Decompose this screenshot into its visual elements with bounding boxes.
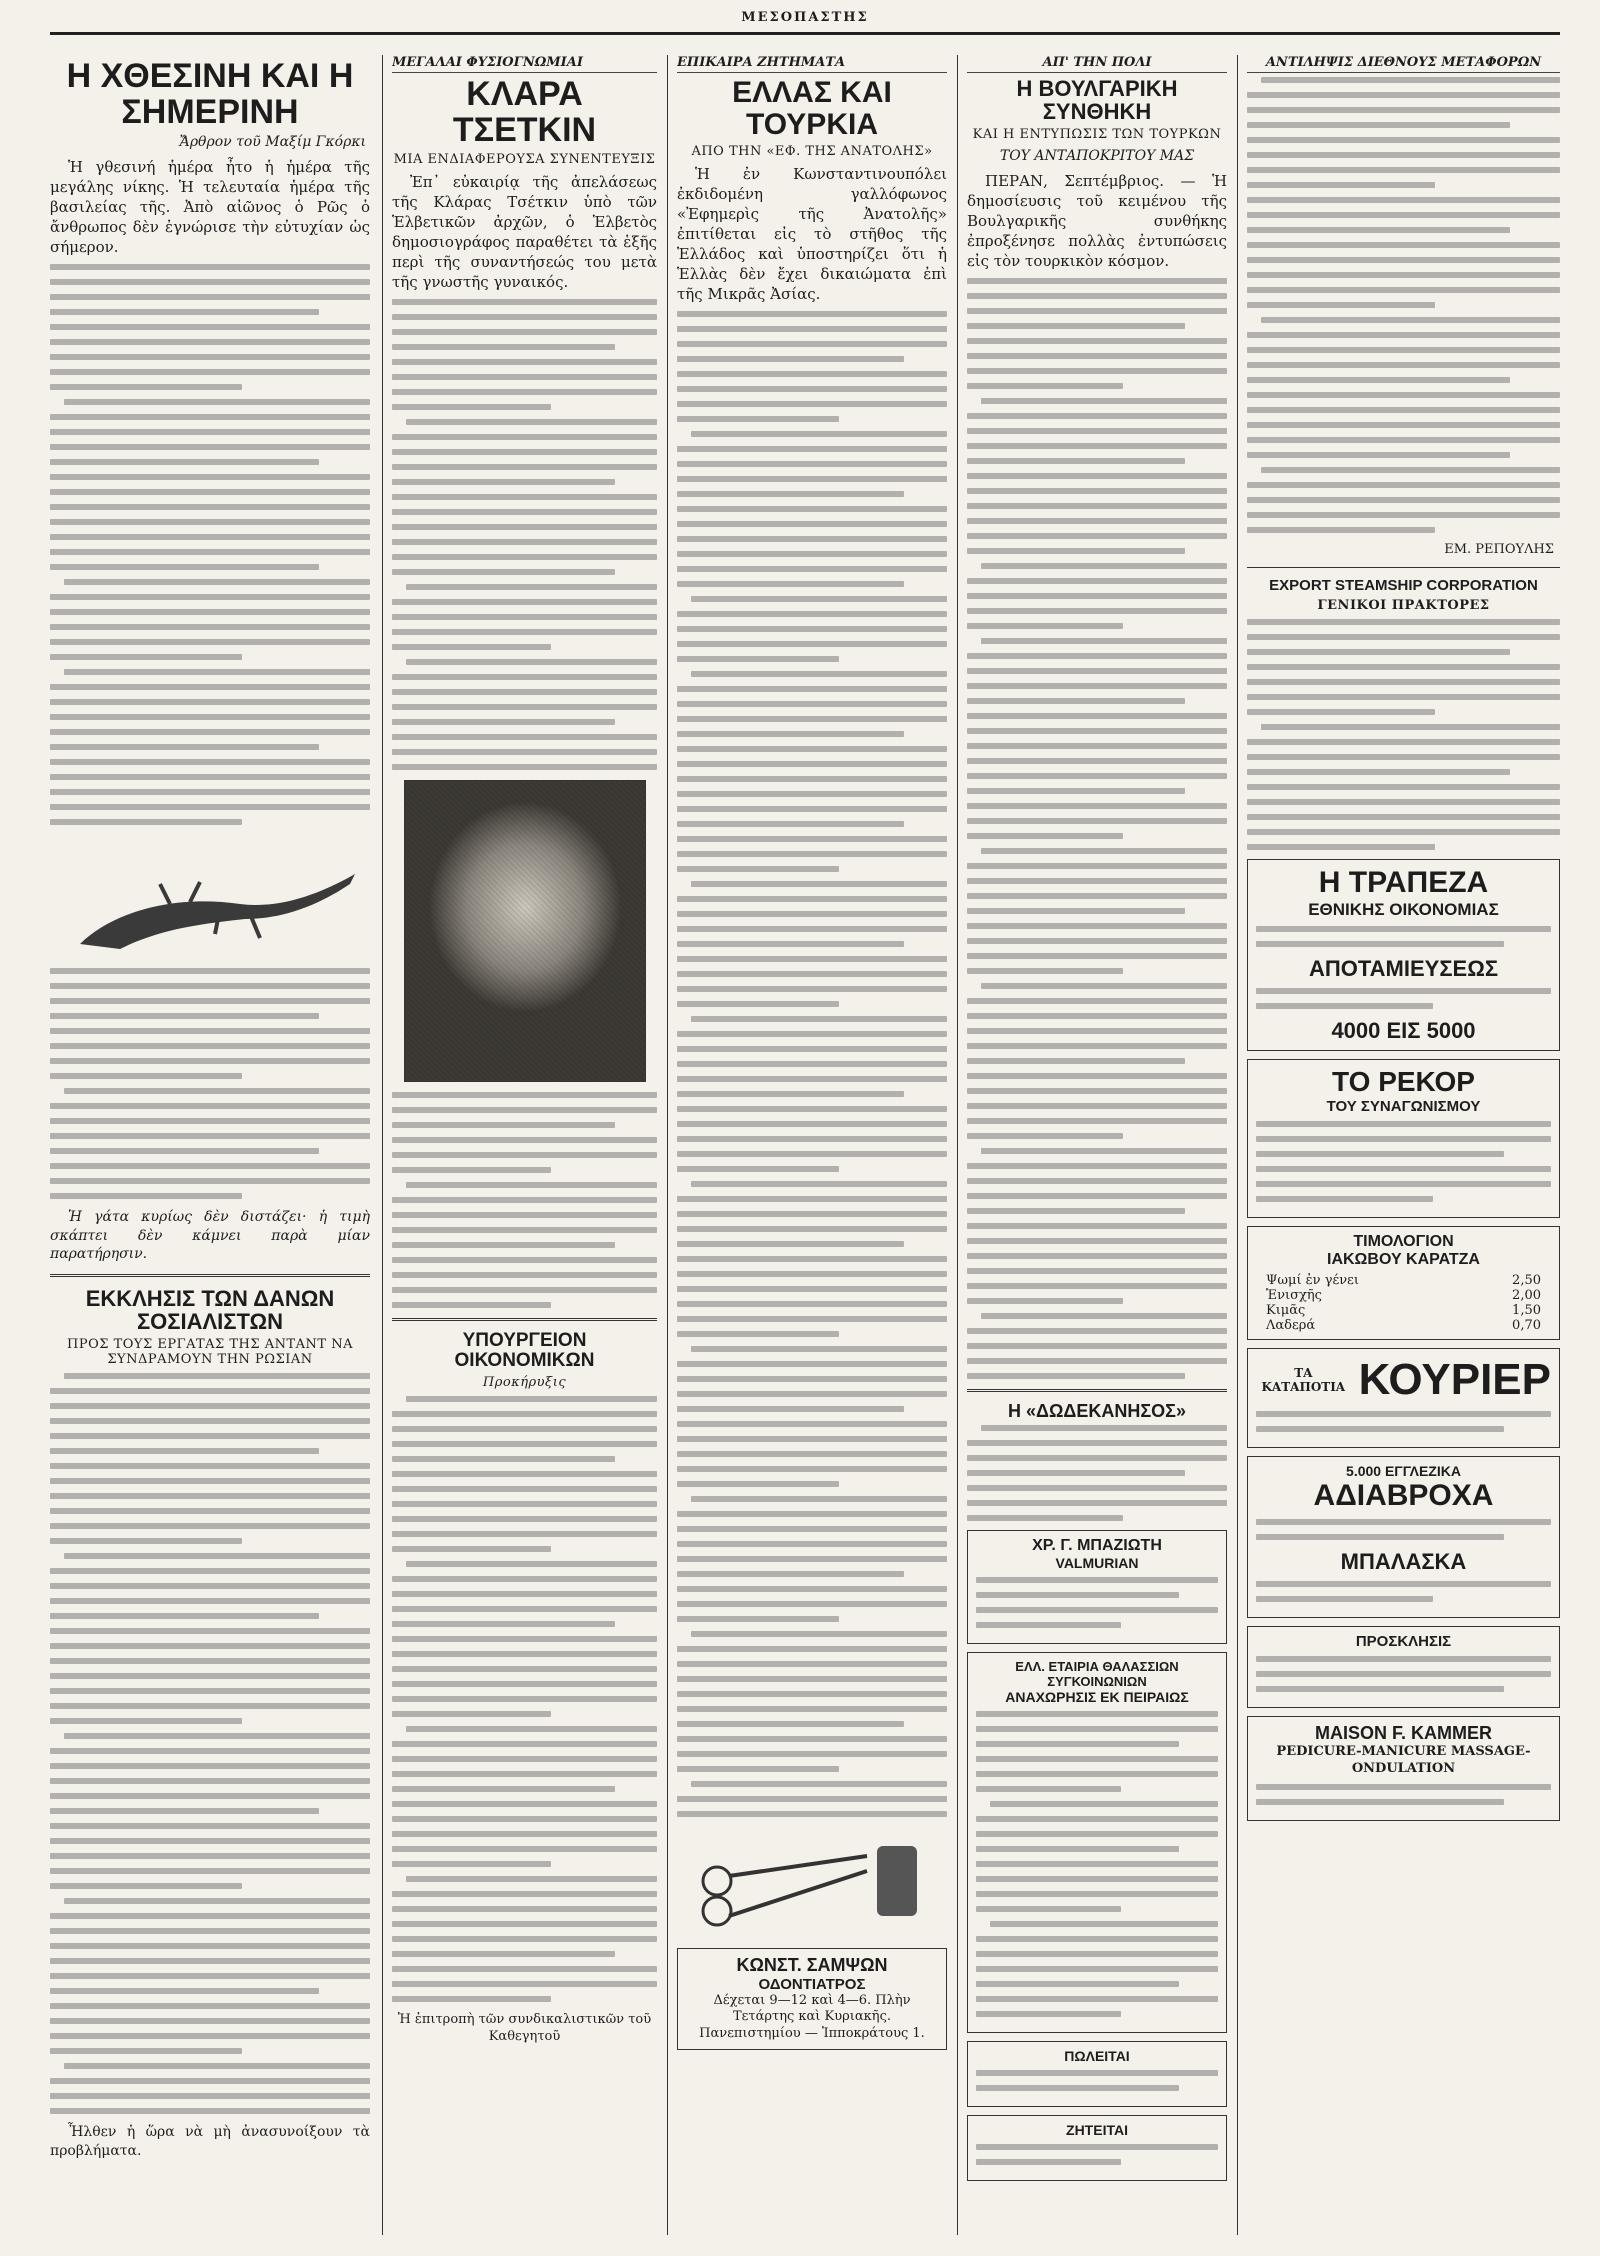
dentist-title: ΟΔΟΝΤΙΑΤΡΟΣ [758,1975,866,1993]
raincoat-ad [1247,1456,1560,1618]
article-body [967,278,1227,1379]
bank-ad [1247,859,1560,1051]
invitation-ad [1247,1626,1560,1708]
export-ad-body [1247,619,1560,850]
section-divider [50,1274,370,1277]
dentist-name: ΚΩΝΣΤ. ΣΑΜΨΩΝ [736,1954,888,1975]
maison-ad [1247,1716,1560,1821]
column-3 [677,55,947,2235]
column-4 [967,55,1227,2235]
closing-note: Ἡ ἐπιτροπὴ τῶν συνδικαλιστικῶν τοῦ Καθεγητοῦ [397,2011,652,2045]
article-headline: ΕΛΛΑΣ ΚΑΙ ΤΟΥΡΚΙΑ [732,76,892,141]
kourier-brand: ΚΟΥΡΙΕΡ [1358,1354,1551,1404]
export-ad-sub: ΓΕΝΙΚΟΙ ΠΡΑΚΤΟΡΕΣ [1317,597,1490,613]
masthead-name: ΜΕΣΟΠΑΣΤΗΣ [741,10,869,25]
bank-savings: ΑΠΟΤΑΜΙΕΥΣΕΩΣ [1308,955,1499,981]
shipping-company: ΕΛΛ. ΕΤΑΙΡΙΑ ΘΑΛΑΣΣΙΩΝ ΣΥΓΚΟΙΝΩΝΙΩΝ [1015,1658,1179,1689]
invitation-title: ΠΡΟΣΚΛΗΣΙΣ [1355,1632,1452,1650]
article-lead: Ἐπ᾽ εὐκαιρίᾳ τῆς ἀπελάσεως τῆς Κλάρας Τσέτκιν ὑπὸ τῶν Ἑλβετικῶν ἀρχῶν, ὁ Ἑλβετὸς δημοσιογράφος παραθέτει τὰ ἑξῆς περὶ τῆς συναντήσεώς του μετὰ τῆς γνωστῆς γυναικός. [392,173,657,292]
column-5 [1247,55,1560,2235]
article-body-continued [392,1092,657,1308]
article-byline: Ἄρθρον τοῦ Μαξίμ Γκόρκι [179,134,366,151]
article-lead: Ἡ γθεσινή ἡμέρα ἦτο ἡ ἡμέρα τῆς μεγάλης νίκης. Ἡ τελευταία ἡμέρα τῆς βασιλείας τῆς. Ἀπὸ αἰῶνος ὁ Ρῶς ὁ ἄνθρωπος δὲν ἐγνώρισε τὴν εὐτυχίαν ὡς σήμερον. [50,158,370,257]
maison-services: PEDICURE-MANICURE MASSAGE-ONDULATION [1276,1743,1531,1776]
article-lead: Ἡ ἐν Κωνσταντινουπόλει ἐκδιδομένη γαλλόφωνος «Ἐφημερὶς τῆς Ἀνατολῆς» ἐπιτίθεται εἰς τὸ στῆθος τῆς Ἑλλάδος καὶ ὑποστηρίζει ὅτι ἡ Ἑλλὰς δὲν ἔχει δικαιώματα ἐπὶ τῆς Μικρᾶς Ἀσίας. [677,165,947,303]
bank-rate: 4000 ΕΙΣ 5000 [1331,1017,1476,1043]
section-body [967,1425,1227,1521]
masthead [50,10,1560,35]
section-kicker: ΜΕΓΑΛΑΙ ΦΥΣΙΟΓΝΩΜΙΑΙ [392,55,657,73]
caption: Ἡ γάτα κυρίως δὲν διστάζει· ἡ τιμὴ σκάπτει δὲν κάμνει παρὰ μίαν παρατήρησιν. [50,1209,370,1263]
bank-title: Η ΤΡΑΠΕΖΑ [1318,865,1489,899]
section-kicker: ΑΠ' ΤΗΝ ΠΟΛΙ [967,55,1227,73]
column-rule [1237,55,1238,2235]
column-2 [392,55,657,2235]
bank-subtitle: ΕΘΝΙΚΗΣ ΟΙΚΟΝΟΜΙΑΣ [1308,899,1499,919]
price-row: Ψωμί ἐν γένει 2,50 [1266,1272,1541,1288]
for-sale-ad [967,2041,1227,2107]
valmurian-brand: VALMURIAN [1055,1554,1139,1571]
section-kicker: ΕΠΙΚΑΙΡΑ ΖΗΤΗΜΑΤΑ [677,55,947,73]
column-rule [957,55,958,2235]
record-title: ΤΟ ΡΕΚΟΡ [1332,1065,1475,1097]
article-subhead: ΑΠΟ ΤΗΝ «ΕΦ. ΤΗΣ ΑΝΑΤΟΛΗΣ» [691,144,933,159]
dentist-hours: Δέχεται 9—12 καὶ 4—6. Πλὴν Τετάρτης καὶ Κυριακῆς. Πανεπιστημίου — Ἱπποκράτους 1. [699,1992,925,2042]
shipping-ad [967,1652,1227,2033]
article-footer: Ἦλθεν ἡ ὥρα νὰ μὴ ἀνασυνοίξουν τὰ προβλήματα. [50,2124,370,2159]
raincoat-title: ΑΔΙΑΒΡΟΧΑ [1313,1478,1494,1512]
lizard-illustration [50,834,370,964]
scissors-illustration [677,1826,947,1936]
section-divider [967,1389,1227,1392]
price-row: Λαδερά 0,70 [1266,1317,1541,1333]
section-divider [1247,567,1560,568]
kourier-ad [1247,1348,1560,1448]
column-1 [50,55,370,2235]
valmurian-vendor: ΧΡ. Γ. ΜΠΑΖΙΩΤΗ [1032,1536,1162,1554]
article-subhead: ΚΑΙ Η ΕΝΤΥΠΩΣΙΣ ΤΩΝ ΤΟΥΡΚΩΝ [972,127,1222,143]
section-kicker: ΑΝΤΙΛΗΨΙΣ ΔΙΕΘΝΟΥΣ ΜΕΤΑΦΟΡΩΝ [1247,55,1560,73]
notice-body [1247,77,1560,533]
price-list-title: ΤΙΜΟΛΟΓΙΟΝ [1353,1232,1454,1250]
price-list-ad [1247,1226,1560,1340]
notice-signature: ΕΜ. ΡΕΠΟΥΛΗΣ [1444,542,1554,557]
section-body [392,1396,657,2002]
article-byline: ΤΟΥ ΑΝΤΑΠΟΚΡΙΤΟΥ ΜΑΣ [999,148,1195,165]
article-body [392,299,657,770]
valmurian-ad [967,1530,1227,1644]
article-body-continued [50,968,370,1199]
article-body [677,311,947,1817]
for-sale-title: ΠΩΛΕΙΤΑΙ [1064,2047,1130,2064]
article-subhead: ΜΙΑ ΕΝΔΙΑΦΕΡΟΥΣΑ ΣΥΝΕΝΤΕΥΞΙΣ [393,152,656,168]
price-row: Κιμᾶς 1,50 [1266,1302,1541,1318]
wanted-ad [967,2115,1227,2181]
shipping-sub: ΑΝΑΧΩΡΗΣΙΣ ΕΚ ΠΕΙΡΑΙΩΣ [1005,1688,1189,1705]
section-headline: ΥΠΟΥΡΓΕΙΟΝ ΟΙΚΟΝΟΜΙΚΩΝ [454,1330,595,1371]
article-headline: Η ΒΟΥΛΓΑΡΙΚΗ ΣΥΝΘΗΚΗ [1016,76,1178,125]
record-ad [1247,1059,1560,1218]
raincoat-prefix: 5.000 ΕΓΓΛΕΖΙΚΑ [1346,1462,1461,1479]
article-headline: Η ΧΘΕΣΙΝΗ ΚΑΙ Η ΣΗΜΕΡΙΝΗ [66,57,354,131]
section-divider [392,1318,657,1321]
wanted-title: ΖΗΤΕΙΤΑΙ [1066,2121,1128,2138]
maison-title: MAISON F. KAMMER [1315,1722,1492,1743]
article-body [50,264,370,825]
article-lead: ΠΕΡΑΝ, Σεπτέμβριος. — Ἡ δημοσίευσις τοῦ κειμένου τῆς Βουλγαρικῆς συνθήκης ἐπροξένησε πολλὰς ἐντυπώσεις εἰς τὸν τουρκικὸν κόσμον. [967,172,1227,270]
section-headline: ΕΚΚΛΗΣΙΣ ΤΩΝ ΔΑΝΩΝ ΣΟΣΙΑΛΙΣΤΩΝ [85,1285,335,1334]
price-list-vendor: ΙΑΚΩΒΟΥ ΚΑΡΑΤΖΑ [1327,1250,1480,1268]
record-subtitle: ΤΟΥ ΣΥΝΑΓΩΝΙΣΜΟΥ [1326,1097,1481,1115]
raincoat-shop: ΜΠΑΛΑΣΚΑ [1340,1548,1467,1574]
price-row: Ἐνισχῆς 2,00 [1266,1287,1541,1303]
kourier-prefix: ΤΑ ΚΑΤΑΠΟΤΙΑ [1261,1365,1346,1394]
dentist-ad [677,1948,947,2051]
section-subhead: ΠΡΟΣ ΤΟΥΣ ΕΡΓΑΤΑΣ ΤΗΣ ΑΝΤΑΝΤ ΝΑ ΣΥΝΔΡΑΜΟΥΝ ΤΗΝ ΡΩΣΙΑΝ [67,1337,353,1368]
section-headline: Η «ΔΩΔΕΚΑΝΗΣΟΣ» [1008,1400,1186,1421]
section-subhead: Προκήρυξις [482,1374,567,1390]
column-rule [382,55,383,2235]
section-body [50,1373,370,2114]
column-rule [667,55,668,2235]
export-ad-title: EXPORT STEAMSHIP CORPORATION [1269,577,1538,594]
article-headline: ΚΛΑΡΑ ΤΣΕΤΚΙΝ [452,75,597,149]
portrait-photo [404,780,646,1082]
